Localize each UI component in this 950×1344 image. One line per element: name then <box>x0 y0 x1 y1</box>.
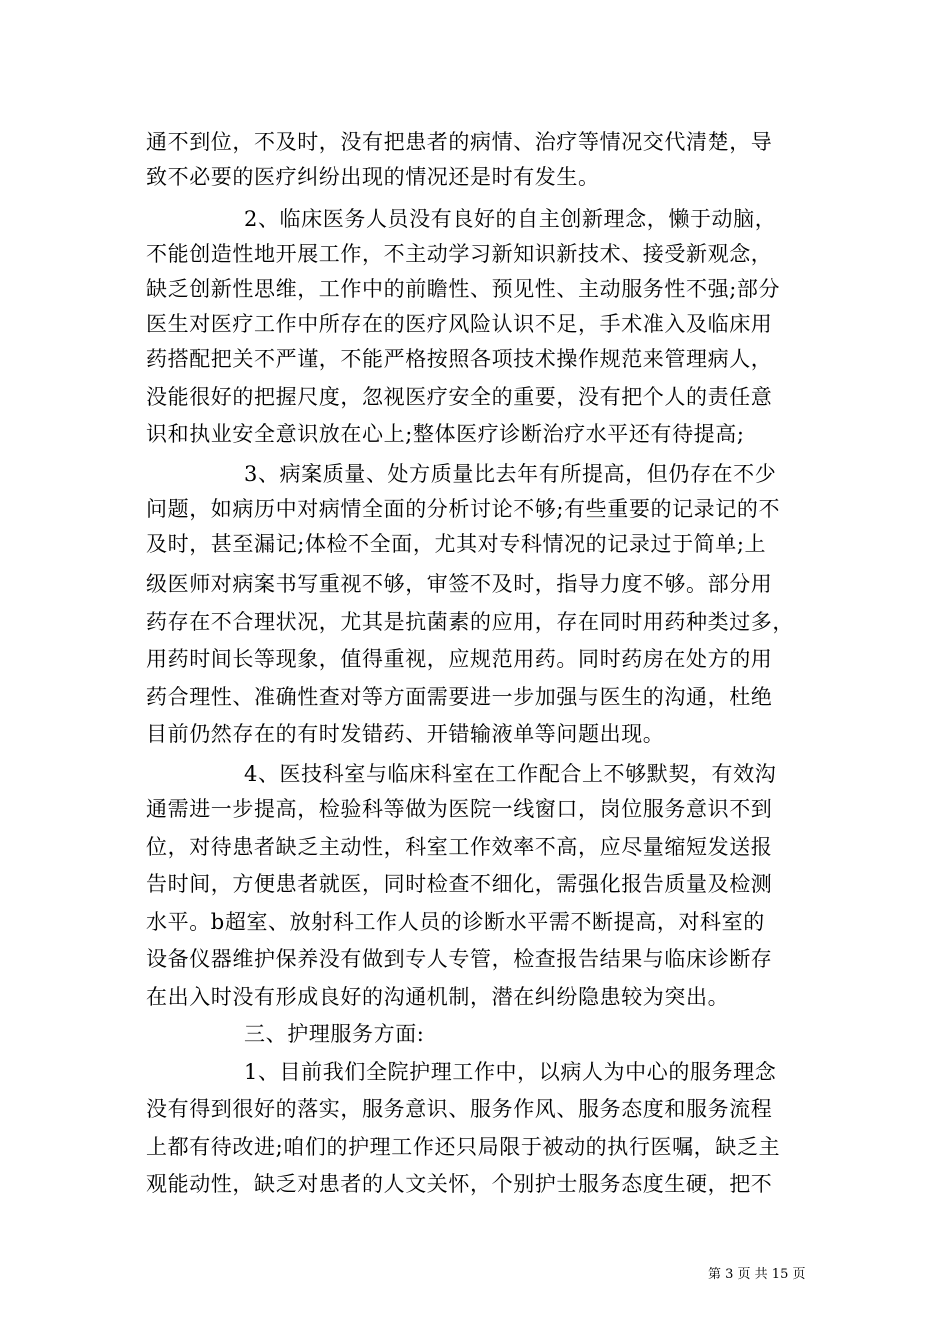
text-line: 位，对待患者缺乏主动性，科室工作效率不高，应尽量缩短发送报 <box>146 835 773 859</box>
text-line: 目前仍然存在的有时发错药、开错输液单等问题出现。 <box>146 722 665 746</box>
text-line: 用药时间长等现象，值得重视，应规范用药。同时药房在处方的用 <box>146 647 773 671</box>
page-number-footer: 第 3 页 共 15 页 <box>708 1267 806 1282</box>
text-line-paragraph-start: 1、目前我们全院护理工作中，以病人为中心的服务理念 <box>244 1060 777 1084</box>
section-heading: 三、护理服务方面: <box>244 1022 425 1046</box>
text-line-paragraph-start: 2、临床医务人员没有良好的自主创新理念，懒于动脑， <box>244 207 777 231</box>
text-line: 通不到位，不及时，没有把患者的病情、治疗等情况交代清楚，导 <box>146 130 773 154</box>
text-line: 没能很好的把握尺度，忽视医疗安全的重要，没有把个人的责任意 <box>146 385 773 409</box>
text-line: 上都有待改进;咱们的护理工作还只局限于被动的执行医嘱，缺乏主 <box>146 1135 781 1159</box>
text-line: 不能创造性地开展工作，不主动学习新知识新技术、接受新观念， <box>146 242 773 266</box>
text-line: 通需进一步提高，检验科等做为医院一线窗口，岗位服务意识不到 <box>146 797 773 821</box>
text-line: 没有得到很好的落实，服务意识、服务作风、服务态度和服务流程 <box>146 1097 773 1121</box>
text-line: 在出入时没有形成良好的沟通机制，潜在纠纷隐患较为突出。 <box>146 985 730 1009</box>
text-line: 药搭配把关不严谨，不能严格按照各项技术操作规范来管理病人， <box>146 347 773 371</box>
text-line: 药合理性、准确性查对等方面需要进一步加强与医生的沟通，杜绝 <box>146 685 773 709</box>
text-line: 水平。b超室、放射科工作人员的诊断水平需不断提高，对科室的 <box>146 910 765 934</box>
text-line-paragraph-start: 3、病案质量、处方质量比去年有所提高，但仍存在不少 <box>244 462 777 486</box>
text-line: 告时间，方便患者就医，同时检查不细化，需强化报告质量及检测 <box>146 872 773 896</box>
text-line: 药存在不合理状况，尤其是抗菌素的应用，存在同时用药种类过多， <box>146 610 794 634</box>
text-line: 缺乏创新性思维，工作中的前瞻性、预见性、主动服务性不强;部分 <box>146 277 781 301</box>
text-line: 医生对医疗工作中所存在的医疗风险认识不足，手术准入及临床用 <box>146 312 773 336</box>
text-line: 设备仪器维护保养没有做到专人专管，检查报告结果与临床诊断存 <box>146 947 773 971</box>
text-line: 及时，甚至漏记;体检不全面，尤其对专科情况的记录过于简单;上 <box>146 532 767 556</box>
text-line: 问题，如病历中对病情全面的分析讨论不够;有些重要的记录记的不 <box>146 497 781 521</box>
text-line: 识和执业安全意识放在心上;整体医疗诊断治疗水平还有待提高; <box>146 422 745 446</box>
text-line: 致不必要的医疗纠纷出现的情况还是时有发生。 <box>146 165 600 189</box>
text-line: 观能动性，缺乏对患者的人文关怀，个别护士服务态度生硬，把不 <box>146 1172 773 1196</box>
text-line: 级医师对病案书写重视不够，审签不及时，指导力度不够。部分用 <box>146 572 773 596</box>
text-line-paragraph-start: 4、医技科室与临床科室在工作配合上不够默契，有效沟 <box>244 762 777 786</box>
